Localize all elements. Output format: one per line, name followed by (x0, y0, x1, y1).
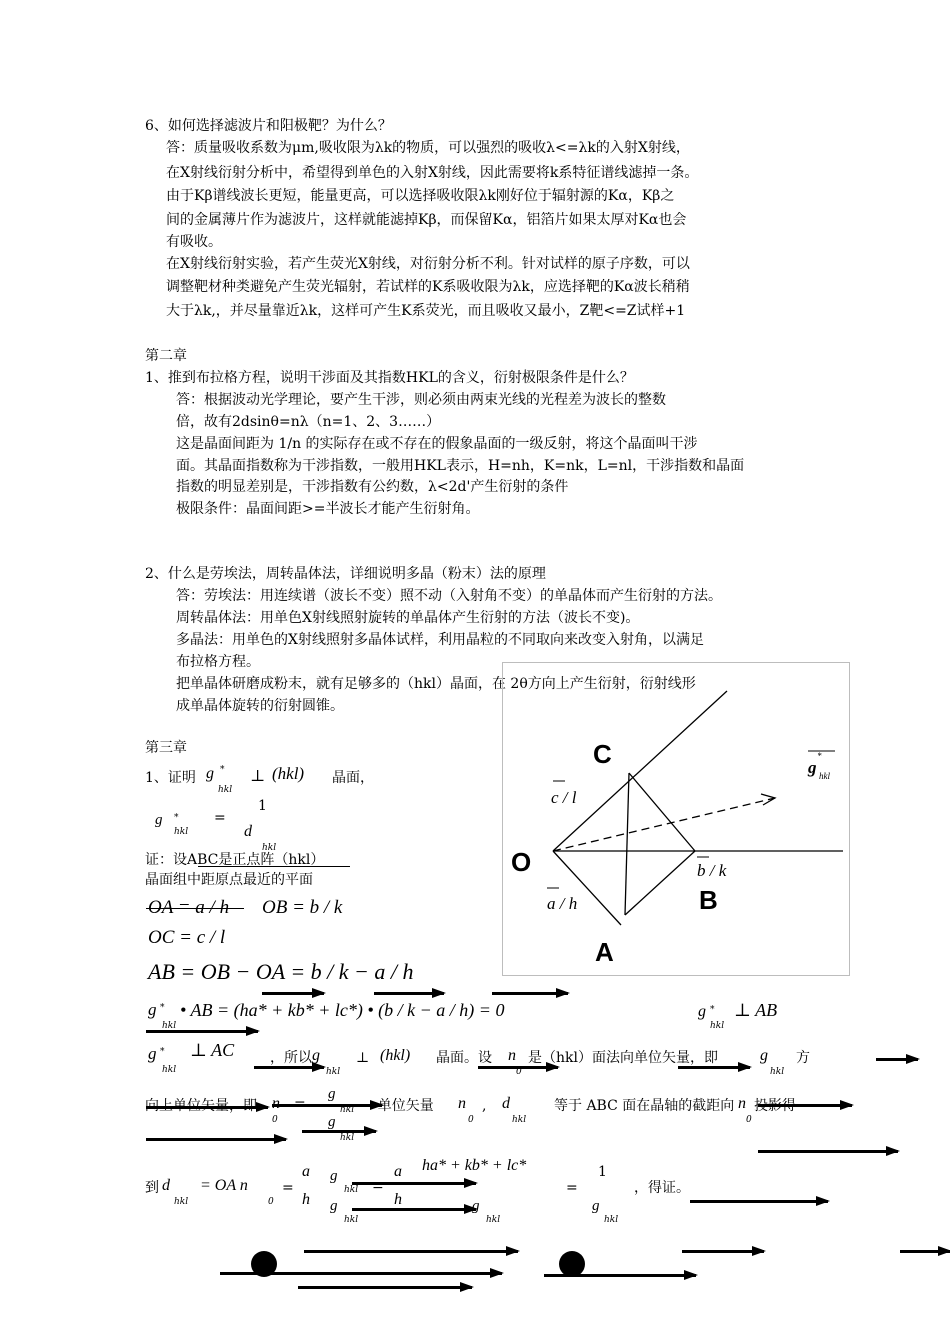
dot-marker (559, 1251, 585, 1277)
g-so: g (312, 1047, 320, 1064)
g-line2-bottom-sub: hkl (340, 1133, 355, 1143)
q6-p2-line: 在X射线衍射实验，若产生荧光X射线，对衍射分析不利。针对试样的原子序数，可以 (166, 256, 690, 272)
g-ac-star: * (160, 1047, 165, 1057)
line3-end: ，得证。 (634, 1180, 690, 1196)
frac-denominator-g: g (472, 1198, 480, 1214)
eq-line3-2: = (282, 1180, 294, 1196)
frac-a: a (302, 1163, 310, 1180)
hkl-so: (hkl) (380, 1047, 411, 1064)
label-g-hkl-sub: hkl (819, 771, 830, 781)
n0-line2-2: n (458, 1095, 466, 1112)
frac-g-final-sub: hkl (604, 1215, 619, 1225)
ch2-q1-line: 面。其晶面指数称为干涉指数，一般用HKL表示，H=nh，K=nk，L=nl，干涉指数和晶面 (176, 458, 745, 474)
frac-g-top-sub: hkl (344, 1185, 359, 1195)
eq-oa: OA = a / h (148, 897, 230, 918)
d-line2-sub: hkl (512, 1115, 527, 1125)
frac-h: h (302, 1191, 310, 1208)
d-line2: d (502, 1095, 510, 1112)
frac-one: 1 (258, 798, 267, 814)
eq-line2: = (294, 1096, 306, 1112)
g-perp-ab-star: * (710, 1005, 715, 1015)
frac-numerator: ha* + kb* + lc* (422, 1157, 527, 1174)
ch2-q1-line: 答：根据波动光学理论，要产生干涉，则必须由两束光线的光程差为波长的整数 (176, 392, 666, 408)
ch2-q1-line: 指数的明显差别是，干涉指数有公约数，λ<2d'产生衍射的条件 (176, 479, 569, 495)
ch2-q1-line: 极限条件：晶面间距>=半波长才能产生衍射角。 (176, 501, 480, 517)
g-star: * (220, 765, 225, 775)
vector-arrow (298, 1286, 472, 1289)
n0-so-sub: 0 (516, 1067, 522, 1077)
eq-ab: AB = OB − OA = b / k − a / h (148, 959, 414, 984)
hkl-paren: (hkl) (272, 764, 305, 783)
q6-p1-line: 间的金属薄片作为滤波片，这样就能滤掉Kβ，而保留Kα，铝箔片如果太厚对Kα也会 (166, 212, 687, 228)
equals-sign: = (214, 810, 226, 826)
g-so-2-sub: hkl (770, 1067, 785, 1077)
g-so-sub: hkl (326, 1067, 341, 1077)
frac-denominator-sub: hkl (486, 1215, 501, 1225)
g-symbol: g (206, 765, 214, 782)
g-star-2: * (174, 813, 179, 823)
n0-so: n (508, 1047, 516, 1064)
q6-p1-line: 答：质量吸收系数为μm,吸收限为λk的物质，可以强烈的吸收λ<=λk的入射X射线， (166, 140, 690, 156)
edge-ba (625, 851, 695, 915)
eq-line3-3: = (566, 1180, 578, 1196)
label-O: O (511, 847, 532, 877)
q6-p2-line: 调整靶材种类避免产生荧光辐射，若试样的K系吸收限为λk，应选择靶的Kα波长稍稍 (166, 279, 690, 295)
edge-ca (625, 773, 629, 915)
label-b-over-k: b / k (697, 861, 727, 880)
label-a-over-h: a / h (547, 894, 578, 913)
vector-arrow (876, 1058, 918, 1061)
d-sub-hkl: hkl (262, 843, 277, 853)
vector-arrow (758, 1150, 898, 1153)
axis-a-line (553, 851, 621, 925)
vector-arrow (304, 1250, 518, 1253)
perp-symbol: ⊥ (250, 766, 266, 785)
ch3-q1-suffix: 晶面， (332, 770, 374, 786)
eq-oc: OC = c / l (148, 927, 226, 948)
strike-line (198, 866, 350, 867)
ch2-q2-heading: 2、什么是劳埃法，周转晶体法，详细说明多晶（粉末）法的原理 (145, 566, 546, 582)
g-line2-top-sub: hkl (340, 1105, 355, 1115)
vector-arrow (900, 1250, 950, 1253)
frac-g-bottom: g (330, 1198, 338, 1214)
ch3-q1-prefix: 1、证明 (145, 770, 196, 786)
g-sub-hkl-2: hkl (174, 827, 189, 837)
ch2-q2-line: 把单晶体研磨成粉末，就有足够多的（hkl）晶面，在 2θ方向上产生衍射，衍射线形 (176, 676, 696, 692)
n0-line2-sub: 0 (272, 1115, 278, 1125)
g-ac: g (148, 1044, 157, 1063)
vector-arrow (302, 1130, 376, 1133)
ch2-q2-line: 成单晶体旋转的衍射圆锥。 (176, 698, 344, 714)
eq-ob: OB = b / k (262, 897, 343, 918)
figure-svg (503, 663, 849, 975)
q6-p1-line: 有吸收。 (166, 234, 222, 250)
n0-line2-3-sub: 0 (746, 1115, 752, 1125)
line2-b: →单位矢量 (366, 1098, 434, 1114)
proof-intro: 证：设ABC是正点阵（hkl） (145, 852, 325, 868)
vector-arrow (254, 1066, 324, 1069)
g-ac-sub: hkl (162, 1065, 177, 1075)
chapter2-title: 第二章 (145, 348, 187, 364)
comma-line2: , (482, 1098, 487, 1114)
line2-d: 投影得 (754, 1098, 796, 1114)
perp-ac: ⊥ AC (190, 1040, 235, 1060)
frac-g-top: g (330, 1168, 338, 1184)
normal-g-line (553, 798, 775, 851)
eq-line3: = OA n (200, 1177, 248, 1194)
g-line2-top: g (328, 1086, 336, 1102)
ch2-q2-line: 布拉格方程。 (176, 654, 260, 670)
n0-line2-2-sub: 0 (468, 1115, 474, 1125)
vector-arrow (146, 1106, 268, 1109)
ch2-q1-line: 这是晶面间距为 1/n 的实际存在或不存在的假象晶面的一级反射，将这个晶面叫干涉 (176, 436, 698, 452)
label-g-hkl: g (808, 758, 817, 777)
d-line3: d (162, 1177, 170, 1194)
vector-arrow (272, 1104, 382, 1107)
g-dot-sub: hkl (162, 1021, 177, 1031)
vector-arrow (262, 992, 324, 995)
q6-p1-line: 在X射线衍射分析中，希望得到单色的入射X射线，因此需要将k系特征谱线滤掉一条。 (166, 165, 699, 181)
proof-intro-2: 晶面组中距原点最近的平面 (145, 872, 313, 888)
label-A: A (595, 937, 614, 967)
g-so-2: g (760, 1047, 768, 1064)
frac-a-2: a (394, 1163, 402, 1180)
n0-line3-sub: 0 (268, 1197, 274, 1207)
label-c-over-l: c / l (551, 788, 577, 807)
n0-line2: n (272, 1095, 280, 1112)
vector-arrow (478, 1066, 558, 1069)
vector-arrow (682, 1250, 764, 1253)
minus-line3: − (372, 1180, 384, 1196)
label-g-hkl-sup: * (817, 751, 822, 761)
ch2-q2-line: 答：劳埃法：用连续谱（波长不变）照不动（入射角不变）的单晶体而产生衍射的方法。 (176, 588, 722, 604)
perp-so: ⊥ (356, 1050, 370, 1066)
line3-a: 到 (145, 1180, 159, 1196)
vector-arrow (352, 1182, 476, 1185)
chapter3-title: 第三章 (145, 740, 187, 756)
vector-arrow (374, 992, 444, 995)
vector-arrow (146, 1030, 258, 1033)
q6-p2-line: 大于λk,，并尽量靠近λk，这样可产生K系荧光，而且吸收又最小，Z靶<=Z试样+1 (166, 303, 686, 319)
d-symbol: d (244, 823, 252, 840)
q6-heading: 6、如何选择滤波片和阳极靶？为什么？ (145, 118, 392, 134)
g-line2-bottom: g (328, 1114, 336, 1130)
g-sub-hkl: hkl (218, 785, 233, 795)
reciprocal-lattice-figure (502, 662, 850, 976)
line-so-end: 是（hkl）面法向单位矢量，即 (528, 1050, 718, 1066)
axis-c-line (553, 691, 727, 851)
line2-a: 向上单位矢量，即 (145, 1098, 257, 1114)
frac-one-2: 1 (598, 1164, 607, 1180)
dot-marker (251, 1251, 277, 1277)
q6-p1-line: 由于Kβ谱线波长更短，能量更高，可以选择吸收限λk刚好位于辐射源的Kα，Kβ之 (166, 188, 675, 204)
ch2-q2-line: 多晶法：用单色的X射线照射多晶体试样，利用晶粒的不同取向来改变入射角，以满足 (176, 632, 704, 648)
perp-ab: ⊥ AB (734, 1000, 778, 1020)
vector-arrow (352, 1208, 476, 1211)
d-line3-sub: hkl (174, 1197, 189, 1207)
ch2-q1-heading: 1、推到布拉格方程，说明干涉面及其指数HKL的含义，衍射极限条件是什么？ (145, 370, 634, 386)
vector-arrow (758, 1104, 852, 1107)
g-dot-g: g (148, 1000, 157, 1019)
vector-arrow (690, 1200, 828, 1203)
frac-g-bottom-sub: hkl (344, 1215, 359, 1225)
g-symbol-2: g (155, 812, 163, 828)
vector-arrow (146, 1138, 286, 1141)
vector-arrow (492, 992, 568, 995)
n0-line2-3: n (738, 1095, 746, 1112)
frac-g-final: g (592, 1198, 600, 1214)
edge-cb (629, 773, 695, 851)
label-B: B (699, 885, 718, 915)
strike-oa (146, 908, 244, 909)
frac-h-2: h (394, 1191, 402, 1208)
g-dot-star: * (160, 1003, 165, 1013)
vector-arrow (678, 1066, 750, 1069)
line-so-mid: 晶面。设 (436, 1050, 492, 1066)
ch2-q2-line: 周转晶体法：用单色X射线照射旋转的单晶体产生衍射的方法（波长不变)。 (176, 610, 640, 626)
line-so-tail: 方 (796, 1050, 810, 1066)
ch2-q1-line: 倍，故有2dsinθ=nλ（n=1、2、3……） (176, 414, 441, 430)
g-perp-ab: g (698, 1003, 706, 1020)
label-C: C (593, 739, 612, 769)
g-perp-ab-sub: hkl (710, 1021, 725, 1031)
eq-dot-product: • AB = (ha* + kb* + lc*) • (b / k − a / h) = 0 (180, 1000, 505, 1020)
line2-c: 等于 ABC 面在晶轴的截距向 (554, 1098, 735, 1114)
line-so: ，所以 (270, 1050, 312, 1066)
